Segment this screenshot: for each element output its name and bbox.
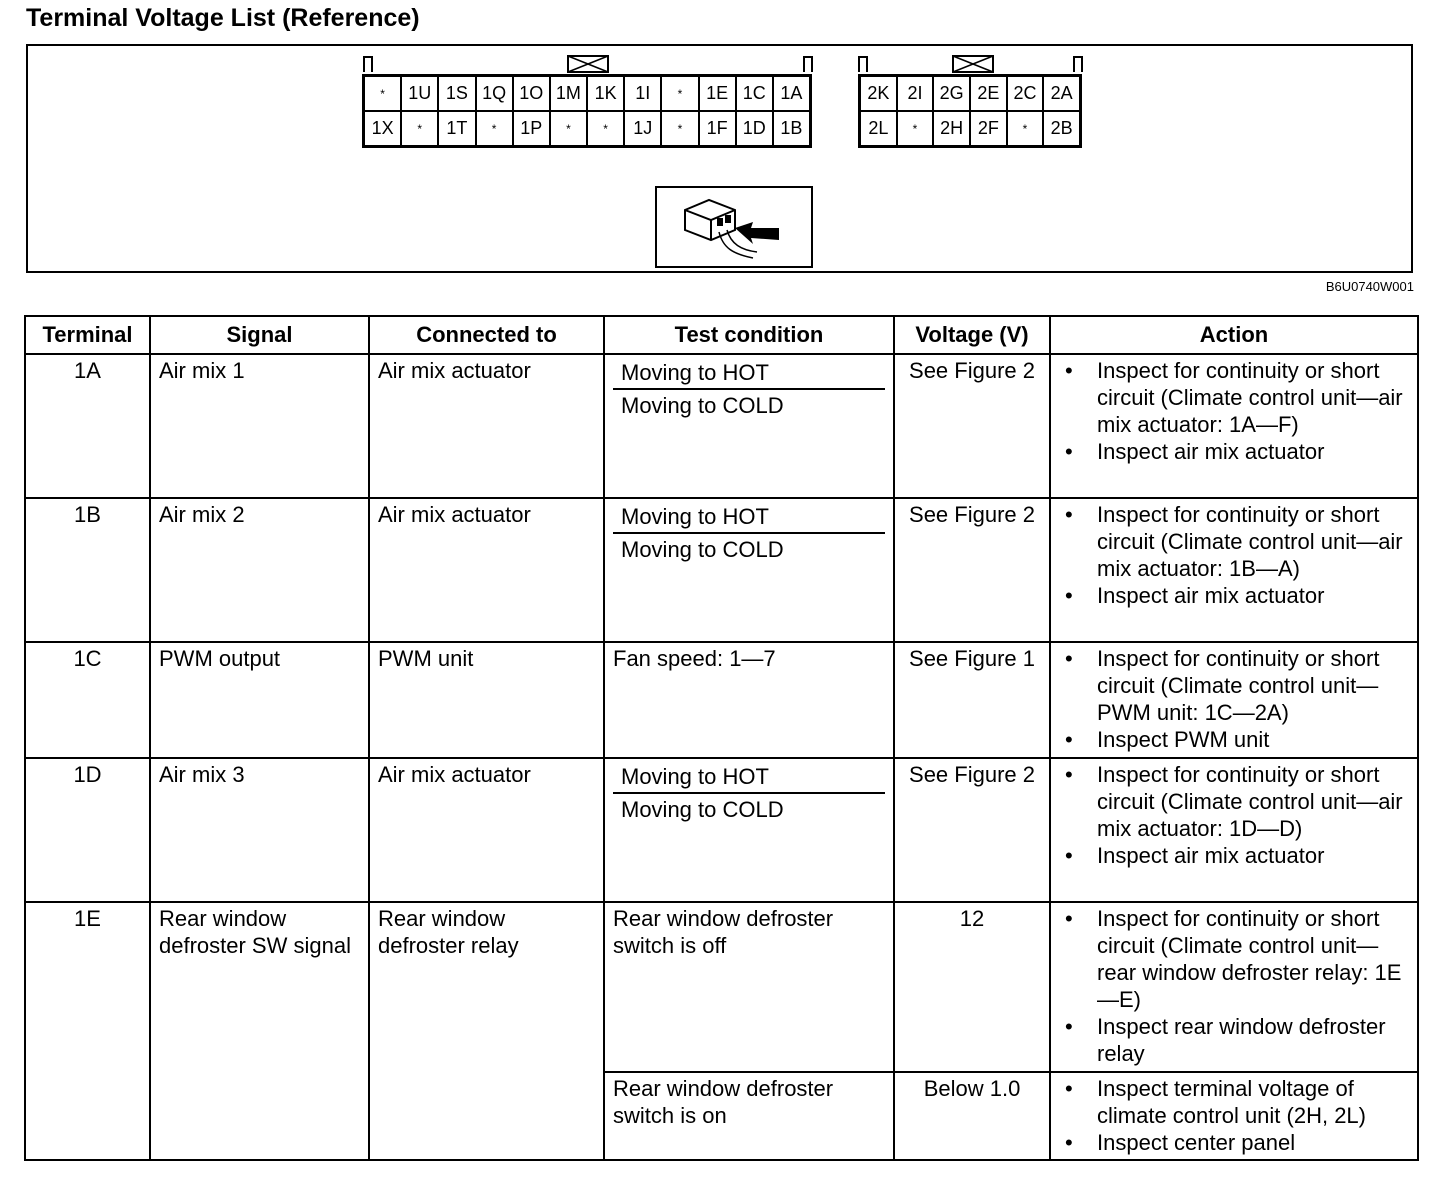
action-item: • Inspect for continuity or short circuit (Climate control unit—rear window defroster relay: 1E—E): [1059, 905, 1409, 1013]
connector-1-right-tab: [803, 56, 813, 72]
header-test-condition: Test condition: [604, 316, 894, 354]
connector-pin: *: [661, 111, 698, 146]
connected-cell: Air mix actuator: [369, 354, 604, 498]
signal-cell: PWM output: [150, 642, 369, 758]
voltage-cell: 12: [894, 902, 1050, 1072]
terminal-cell: 1A: [25, 354, 150, 498]
terminal-cell: 1E: [25, 902, 150, 1160]
figure-id: B6U0740W001: [1325, 279, 1414, 294]
table-header-row: [25, 316, 1418, 354]
table-row: [25, 902, 1418, 1072]
test-condition-cell: [604, 354, 894, 498]
voltage-cell: See Figure 2: [894, 758, 1050, 902]
harness-side-view-icon: [655, 186, 813, 268]
header-connected-to: Connected to: [369, 316, 604, 354]
connector-pin: *: [897, 111, 934, 146]
connector-pin: 1D: [736, 111, 773, 146]
connector-pin: 1P: [513, 111, 550, 146]
condition-text: Moving to HOT: [613, 761, 885, 794]
action-item: • Inspect terminal voltage of climate control unit (2H, 2L): [1059, 1075, 1409, 1129]
terminal-cell: 1B: [25, 498, 150, 642]
connector-2-lock-icon: [952, 55, 994, 73]
connector-pin: 1U: [401, 76, 438, 111]
connector-pin: 1I: [624, 76, 661, 111]
action-cell: [1050, 642, 1418, 758]
action-item: • Inspect air mix actuator: [1059, 582, 1409, 609]
connected-cell: PWM unit: [369, 642, 604, 758]
connector-pin: 1S: [438, 76, 475, 111]
connector-pin: 2F: [970, 111, 1007, 146]
connector-pin: *: [587, 111, 624, 146]
signal-cell: Air mix 2: [150, 498, 369, 642]
connector-pin: 2B: [1043, 111, 1080, 146]
table-row: [25, 354, 1418, 498]
action-item: • Inspect rear window defroster relay: [1059, 1013, 1409, 1067]
test-condition-cell: [604, 498, 894, 642]
action-cell: [1050, 902, 1418, 1072]
connected-cell: Air mix actuator: [369, 758, 604, 902]
header-signal: Signal: [150, 316, 369, 354]
signal-cell: Air mix 1: [150, 354, 369, 498]
terminal-voltage-table: [24, 315, 1419, 1161]
table-row: [25, 498, 1418, 642]
connector-pin: 1J: [624, 111, 661, 146]
condition-text: Moving to COLD: [621, 537, 784, 562]
connector-2-left-tab: [858, 56, 868, 72]
connector-pin: 1M: [550, 76, 587, 111]
action-item: • Inspect air mix actuator: [1059, 842, 1409, 869]
action-cell: [1050, 1072, 1418, 1160]
action-item: • Inspect PWM unit: [1059, 726, 1409, 753]
action-item: • Inspect for continuity or short circuit (Climate control unit—air mix actuator: 1B—A): [1059, 501, 1409, 582]
connector-pin: 2I: [897, 76, 934, 111]
connector-2: [858, 74, 1082, 148]
action-cell: [1050, 354, 1418, 498]
table-row: [25, 642, 1418, 758]
connector-pin: 2H: [933, 111, 970, 146]
connected-cell: Rear window defroster relay: [369, 902, 604, 1160]
action-item: • Inspect for continuity or short circuit (Climate control unit—air mix actuator: 1A—F): [1059, 357, 1409, 438]
test-condition-cell: Rear window defroster switch is on: [604, 1072, 894, 1160]
connector-pin: 1E: [699, 76, 736, 111]
action-item: • Inspect air mix actuator: [1059, 438, 1409, 465]
connector-pin: 1A: [773, 76, 810, 111]
test-condition-cell: [604, 758, 894, 902]
connector-pin: 1K: [587, 76, 624, 111]
connector-pin: 2E: [970, 76, 1007, 111]
connector-pin: *: [1007, 111, 1044, 146]
connector-pin: 1B: [773, 111, 810, 146]
connector-pin: 2G: [933, 76, 970, 111]
connector-1: [362, 74, 812, 148]
signal-cell: Air mix 3: [150, 758, 369, 902]
signal-cell: Rear window defroster SW signal: [150, 902, 369, 1160]
connector-pin: 1C: [736, 76, 773, 111]
page-title: Terminal Voltage List (Reference): [26, 4, 420, 32]
action-item: • Inspect for continuity or short circuit (Climate control unit—PWM unit: 1C—2A): [1059, 645, 1409, 726]
terminal-cell: 1D: [25, 758, 150, 902]
action-item: • Inspect for continuity or short circuit (Climate control unit—air mix actuator: 1D—D): [1059, 761, 1409, 842]
terminal-cell: 1C: [25, 642, 150, 758]
connector-pin: 2L: [860, 111, 897, 146]
test-condition-cell: Rear window defroster switch is off: [604, 902, 894, 1072]
header-terminal: Terminal: [25, 316, 150, 354]
connector-pin: 2K: [860, 76, 897, 111]
connector-pin: 2C: [1007, 76, 1044, 111]
test-condition-cell: Fan speed: 1—7: [604, 642, 894, 758]
header-voltage: Voltage (V): [894, 316, 1050, 354]
header-action: Action: [1050, 316, 1418, 354]
connector-pin: *: [401, 111, 438, 146]
connector-1-lock-icon: [567, 55, 609, 73]
voltage-cell: See Figure 1: [894, 642, 1050, 758]
connector-pin: 1T: [438, 111, 475, 146]
condition-text: Moving to COLD: [621, 797, 784, 822]
connector-pin: 1Q: [476, 76, 513, 111]
action-cell: [1050, 498, 1418, 642]
action-cell: [1050, 758, 1418, 902]
connector-1-left-tab: [363, 56, 373, 72]
connector-pin: *: [550, 111, 587, 146]
connector-pin: 2A: [1043, 76, 1080, 111]
voltage-cell: Below 1.0: [894, 1072, 1050, 1160]
condition-text: Moving to HOT: [613, 501, 885, 534]
connector-pin: *: [661, 76, 698, 111]
voltage-cell: See Figure 2: [894, 498, 1050, 642]
connector-pin: 1F: [699, 111, 736, 146]
connected-cell: Air mix actuator: [369, 498, 604, 642]
connector-pin: *: [476, 111, 513, 146]
connector-pin: *: [364, 76, 401, 111]
connector-pin: 1O: [513, 76, 550, 111]
condition-text: Moving to HOT: [613, 357, 885, 390]
table-row: [25, 758, 1418, 902]
connector-2-right-tab: [1073, 56, 1083, 72]
voltage-cell: See Figure 2: [894, 354, 1050, 498]
connector-pin: 1X: [364, 111, 401, 146]
condition-text: Moving to COLD: [621, 393, 784, 418]
action-item: • Inspect center panel: [1059, 1129, 1409, 1156]
